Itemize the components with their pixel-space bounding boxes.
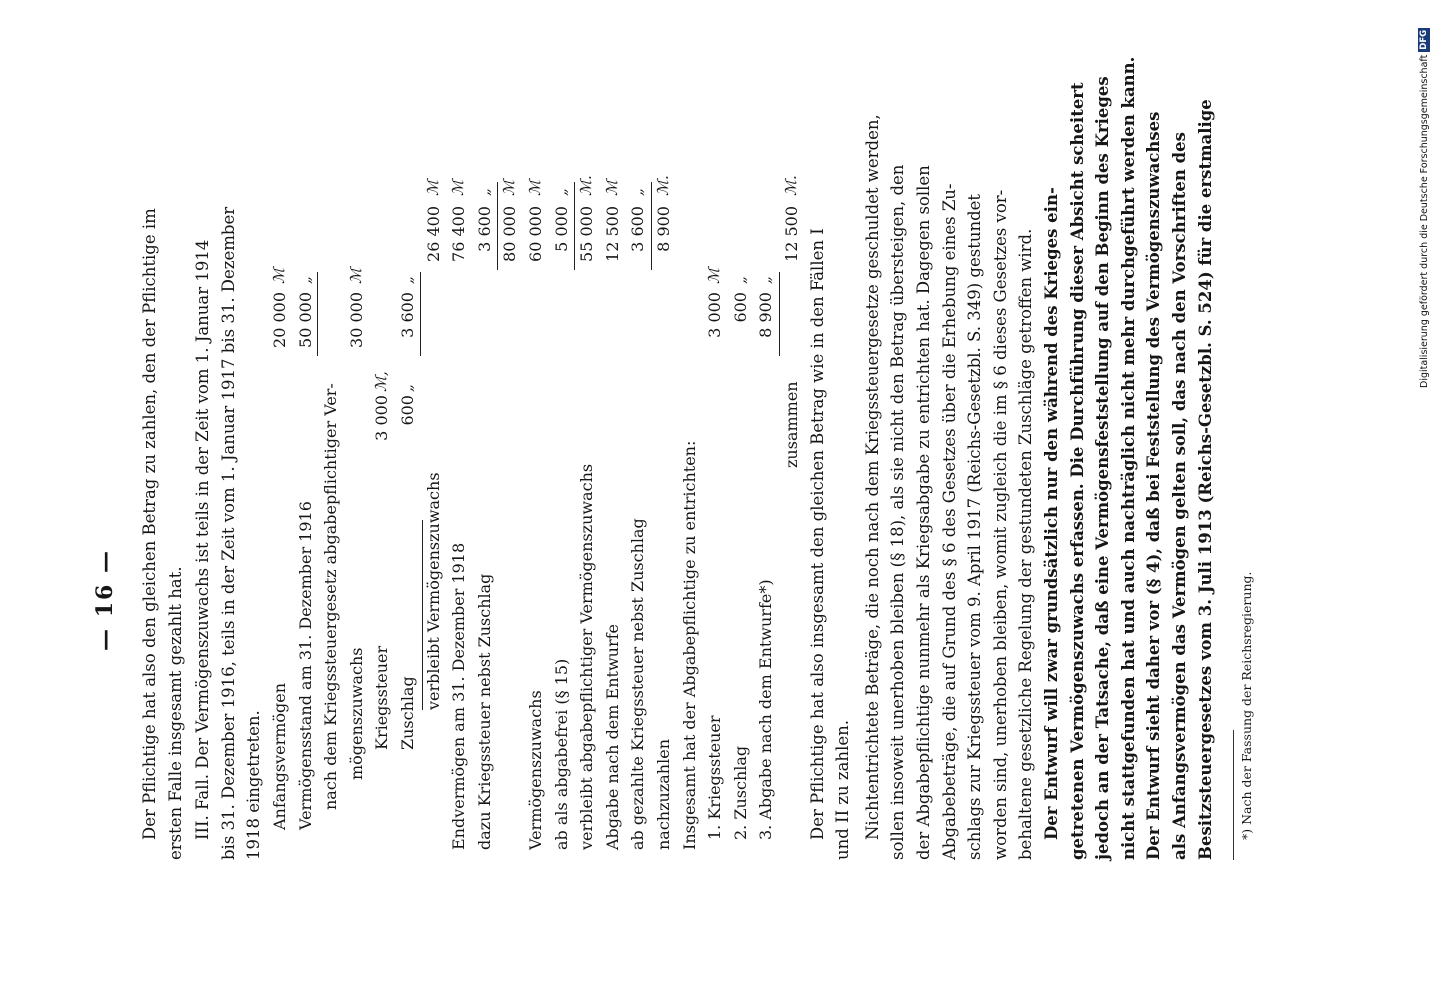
paragraph-line: der Abgabepflichtige nunmehr als Kriegsabgabe zu entrichten hat. Dagegen sollen (914, 165, 933, 860)
table-value-col3: 3 600 (474, 206, 494, 252)
case-line: bis 31. Dezember 1916, teils in der Zeit vom 1. Januar 1917 bis 31. Dezember (218, 206, 238, 860)
intro-line: Der Pflichtige hat also den gleichen Betrag zu zahlen, den der Pflichtige im (140, 208, 159, 840)
table-sum-rule (420, 272, 421, 356)
digitization-credit (1413, 0, 1434, 1000)
table-sum-rule (574, 182, 575, 270)
paragraph-line: behaltene gesetzliche Regelung der gestundeten Zuschläge getroffen wird. (1016, 228, 1036, 860)
table-unit-col3: ℳ. (654, 175, 672, 196)
table-unit-col3: ℳ (423, 179, 442, 196)
paragraph-line: Nichtentrichtete Beträge, die noch nach dem Kriegssteuergesetze geschuldet werden, (862, 114, 882, 840)
intro-line: ersten Falle insgesamt gezahlt hat. (165, 566, 185, 860)
paragraph-line: Besitzsteuergesetzes vom 3. Juli 1913 (Reichs-Gesetzbl. S. 524) für die erstmalige (1195, 99, 1215, 860)
table-sum-rule (779, 272, 780, 356)
table-value-col2: 50 000 (295, 292, 315, 348)
totals-item-unit: ℳ (705, 267, 724, 284)
paragraph-line: sollen insoweit unerhoben bleiben (§ 18), als sie nicht den Betrag übersteigen, den (888, 164, 908, 860)
paragraph-line: Der Entwurf sieht daher vor (§ 4), daß bei Feststellung des Vermögenszuwachses (1144, 111, 1164, 860)
table-unit-col3: ℳ (500, 179, 519, 196)
table-unit-col1: ℳ, (372, 371, 391, 392)
table-row-label: dazu Kriegssteuer nebst Zuschlag (474, 573, 494, 850)
page-content (0, 56, 1290, 1000)
totals-item-value: 3 000 (705, 292, 725, 338)
table-value-col2: 20 000 (270, 292, 289, 348)
credit-text: Digitalisierung gefördert durch die Deutsche Forschungsgemeinschaft (1418, 54, 1430, 388)
paragraph-line: Der Entwurf will zwar grundsätzlich nur den während des Krieges ein- (1042, 187, 1061, 840)
case-line: III. Fall. Der Vermögenszuwachs ist teils in der Zeit vom 1. Januar 1914 (193, 239, 213, 840)
paragraph-line: getretenen Vermögenszuwachs erfassen. Die Durchführung dieser Absicht scheitert (1067, 82, 1087, 860)
dfg-logo: DFG (1419, 29, 1429, 50)
conclusion-line: und II zu zahlen. (833, 720, 853, 860)
table-unit-col3: ℳ. (577, 175, 596, 196)
total-sum-unit: ℳ. (782, 175, 800, 196)
table-unit-col1: „ (398, 384, 416, 392)
table-unit-col3: „ (551, 188, 570, 196)
table-row-label: verbleibt Vermögenszuwachs (423, 472, 443, 710)
footnote-rule (1233, 730, 1234, 860)
case-line: 1918 eingetreten. (244, 710, 264, 860)
table-row-label: Zuschlag (398, 676, 417, 750)
table-value-col3: 3 600 (628, 206, 648, 252)
table-unit-col3: ℳ (602, 179, 621, 196)
table-row-label: ab als abgabefrei (§ 15) (551, 658, 571, 850)
table-value-col3: 12 500 (602, 206, 622, 262)
table-value-col3: 8 900 (654, 206, 673, 252)
table-value-col3: 55 000 (577, 206, 597, 262)
page-number: — 16 — (92, 549, 118, 651)
table-row-label: nach dem Kriegssteuergesetz abgabepflichtiger Ver- (321, 383, 341, 810)
table-value-col3: 60 000 (526, 206, 545, 262)
totals-heading: Insgesamt hat der Abgabepflichtige zu entrichten: (679, 440, 699, 850)
footnote: *) Nach der Fassung der Reichsregierung. (1239, 571, 1255, 840)
table-value-col1: 600 (398, 395, 417, 426)
totals-item-value: 8 900 (756, 292, 776, 338)
table-row-label: Anfangsvermögen (270, 682, 289, 830)
paragraph-line: Abgabebeträge, die auf Grund des § 6 des Gesetzes über die Erhebung eines Zu- (939, 183, 959, 860)
table-unit-col3: „ (628, 188, 647, 196)
table-value-col3: 5 000 (551, 206, 571, 252)
table-sum-rule (422, 520, 423, 710)
table-value-col3: 26 400 (423, 206, 443, 262)
table-unit-col3: ℳ (526, 179, 544, 196)
table-unit-col3: „ (474, 188, 493, 196)
totals-item-label: 2. Zuschlag (730, 745, 750, 840)
table-row-label: verbleibt abgabepflichtiger Vermögenszuwachs (577, 463, 597, 850)
table-sum-rule (497, 182, 498, 270)
table-row-label: Vermögensstand am 31. Dezember 1916 (295, 501, 315, 830)
totals-item-value: 600 (730, 292, 750, 323)
totals-item-label: 1. Kriegssteuer (705, 715, 725, 840)
table-value-col2: 30 000 (346, 292, 366, 348)
table-sum-rule (651, 182, 652, 270)
totals-item-label: 3. Abgabe nach dem Entwurfe*) (756, 579, 776, 840)
table-unit-col2: ℳ (346, 267, 365, 284)
totals-item-unit: „ (730, 276, 749, 284)
table-unit-col2: „ (398, 276, 416, 284)
table-value-col1: 3 000 (372, 395, 392, 441)
paragraph-line: worden sind, unerhoben bleiben, womit zugleich die im § 6 dieses Gesetzes vor- (990, 189, 1010, 860)
table-value-col3: 80 000 (500, 206, 520, 262)
paragraph-line: als Anfangsvermögen das Vermögen gelten soll, das nach den Vorschriften des (1170, 132, 1189, 860)
paragraph-line: schlags zur Kriegssteuer vom 9. April 1917 (Reichs-Gesetzbl. S. 349) gestundet (965, 193, 985, 860)
table-row-label: ab gezahlte Kriegssteuer nebst Zuschlag (628, 518, 648, 850)
paragraph-line: nicht stattgefunden hat und auch nachträglich nicht mehr durchgeführt werden kann. (1118, 56, 1138, 860)
table-unit-col2: ℳ (270, 267, 288, 284)
table-row-label: Kriegssteuer (372, 645, 392, 750)
total-sum-label: zusammen (782, 381, 801, 468)
table-row-label: Vermögenszuwachs (526, 690, 545, 850)
table-sum-rule (317, 272, 318, 356)
paragraph-line: jedoch an der Tatsache, daß eine Vermögensfeststellung auf den Beginn des Krieges (1093, 76, 1113, 860)
conclusion-line: Der Pflichtige hat also insgesamt den gleichen Betrag wie in den Fällen I (807, 228, 827, 840)
table-unit-col3: ℳ (449, 179, 468, 196)
total-sum-value: 12 500 (782, 206, 801, 262)
rotated-document-page (0, 56, 1290, 1000)
table-value-col3: 76 400 (449, 206, 469, 262)
table-value-col2: 3 600 (398, 292, 417, 338)
table-row-label: Endvermögen am 31. Dezember 1918 (449, 542, 469, 850)
table-row-label: nachzuzahlen (654, 738, 673, 850)
table-row-label: Abgabe nach dem Entwurfe (602, 624, 622, 850)
totals-item-unit: „ (756, 276, 775, 284)
table-unit-col2: „ (295, 276, 314, 284)
table-row-label: mögenszuwachs (346, 647, 366, 780)
